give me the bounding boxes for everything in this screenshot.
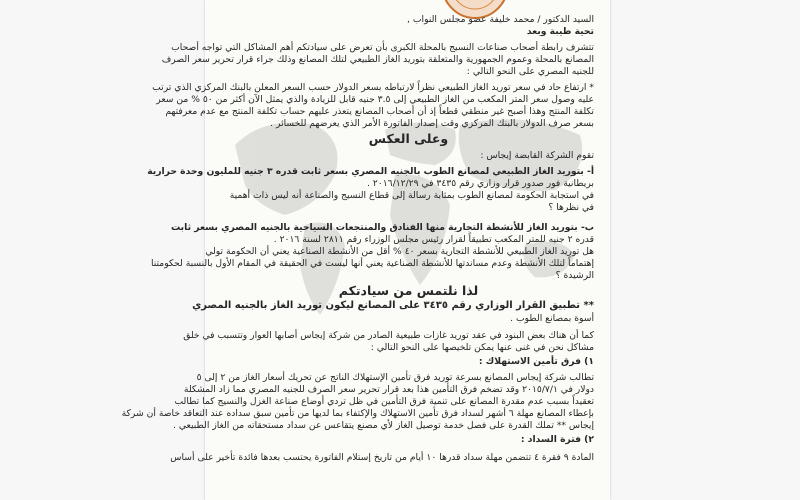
paragraph-1-line-4: بسعر صرف الدولار بالبنك المركزي وقت إصدار الفاتورة الأمر الذي يعرضهم للخسائر .: [270, 118, 594, 129]
heading-on-the-contrary: وعلى العكس: [368, 131, 449, 146]
point-b-line-3: هل توريد الغاز الطبيعي للأنشطة التجارية بسعر ٤٠ % أقل من الأنشطة الصناعية يعني أن الحكومة تولي: [205, 246, 594, 257]
point-b-line-4: إهتماماً لتلك الأنشطة وعدم مساندتها للأنشطة الصناعية يعني أنها ليست في الحقيقة في المقام الأول بالنسبة لحكومتنا: [150, 258, 594, 269]
request-line-1: ** تطبيق القرار الوزاري رقم ٣٤٣٥ على المصانع ليكون توريد الغاز بالجنيه المصري: [192, 300, 594, 311]
point-b-line-1: ب- بتوريد الغاز للأنشطة التجارية منها الفنادق والمنتجعات السياحية بالجنيه المصري بسعر ثابت: [170, 222, 594, 233]
addressee-line: السيد الدكتور / محمد خليفة عضو مجلس النواب ,: [407, 14, 594, 25]
paragraph-1-line-2: عليه وصول سعر المتر المكعب من الغاز الطبيعي إلى ٣.٥ جنيه قابل للزيادة والذي يمثل الآن أكثر من ٥٠ % من سعر: [156, 94, 594, 105]
point-a-line-1: أ- بتوريد الغاز الطبيعي لمصانع الطوب بالجنيه المصري بسعر ثابت قدره ٣ جنيه للمليون وحدة حرارية: [147, 166, 594, 177]
intro-line-1: تتشرف رابطة أصحاب صناعات النسيج بالمحلة الكبرى بأن تعرض على سيادتكم أهم المشاكل التي تواجه أصحاب: [171, 42, 594, 53]
issues-intro-line-1: كما أن هناك بعض البنود في عقد توريد غازات طبيعية الصادر من شركة إيجاس أصابها العوار وتتسبب في خلق: [183, 330, 594, 341]
item-1-line-1: تطالب شركة إيجاس المصانع بسرعة توريد فرق تأمين الإستهلاك الناتج عن تحريك أسعار الغاز من ٢ إلى ٥: [196, 372, 594, 383]
point-a-line-2: بريطانية فور صدور قرار وزاري رقم ٣٤٣٥ في ٢٠١٦/١٢/٢٩ .: [367, 178, 594, 189]
point-b-line-5: الرشيدة ؟: [555, 270, 594, 281]
item-2-line-1: المادة ٩ فقرة ٤ تتضمن مهلة سداد قدرها ١٠ أيام من تاريخ إستلام الفاتورة يحتسب بعدها فائدة تأخير على أساس: [170, 452, 594, 463]
request-line-2: أسوة بمصانع الطوب .: [510, 313, 594, 324]
item-1-title: ١) فرق تأمين الاستهلاك :: [478, 356, 594, 367]
issues-intro-line-2: مشاكل نحن في غنى عنها يمكن تلخيصها على النحو التالي :: [370, 342, 594, 353]
heading-request: لذا نلتمس من سيادتكم: [338, 283, 479, 298]
item-2-title: ٢) فترة السداد :: [520, 434, 594, 445]
item-1-line-5: إيجاس ** تملك القدرة على فصل خدمة توصيل الغاز لأي مصنع يتقاعس عن سداد مستحقاته من الغاز الطبيعي .: [173, 420, 594, 431]
paragraph-1-line-1: * ارتفاع حاد في سعر توريد الغاز الطبيعي نظراً لارتباطه بسعر الدولار حسب السعر المعلن بالبنك المركزي الذي ترتب: [152, 82, 594, 93]
document-page: [121, 0, 610, 500]
company-line: تقوم الشركة القابضة إيجاس :: [480, 150, 594, 161]
item-1-line-3: تعقيداً بسبب عدم مقدرة المصانع على تنمية فرق التأمين في ظل تردي أوضاع صناعة الغزل والنسيج كما تطالب: [174, 396, 594, 407]
point-b-line-2: قدره ٢ جنيه للمتر المكعب تطبيقاً لقرار رئيس مجلس الوزراء رقم ٢٨١١ لسنة ٢٠١٦ .: [273, 234, 594, 245]
intro-line-2: المصانع بالمحلة وعموم الجمهورية والمتعلقة بتوريد الغاز الطبيعي لتلك المصانع وذلك جراء قرار تحرير سعر الصرف: [161, 54, 594, 65]
point-a-line-3: في استجابة الحكومة لمصانع الطوب بمثابة رسالة إلى قطاع النسيج والصناعة أنه ليس ذات أهمية: [229, 190, 594, 201]
item-1-line-4: بإعطاء المصانع مهلة ٦ أشهر لسداد فرق تأمين الاستهلاك والإكتفاء بما لديها من تأمين سبق سداده عند التعاقد خاصة أن شركة: [121, 408, 594, 419]
point-a-line-4: في نظرها ؟: [548, 202, 594, 213]
paragraph-1-line-3: تكلفة المنتج وهذا أصبح غير منطقي قطعاً إذ أن أصحاب المصانع يتعذر عليهم حساب تكلفة المنتج مع عدم معرفتهم: [165, 106, 594, 117]
item-1-line-2: دولار في ٢٠١٥/٧/١ وقد تضخم فرق التأمين هذا بعد قرار تحرير سعر الصرف للجنيه المصري مما زاد المشكلة: [183, 384, 594, 395]
greeting: تحية طيبة وبعد: [526, 26, 594, 37]
intro-line-3: للجنيه المصري على النحو التالي :: [466, 66, 594, 77]
